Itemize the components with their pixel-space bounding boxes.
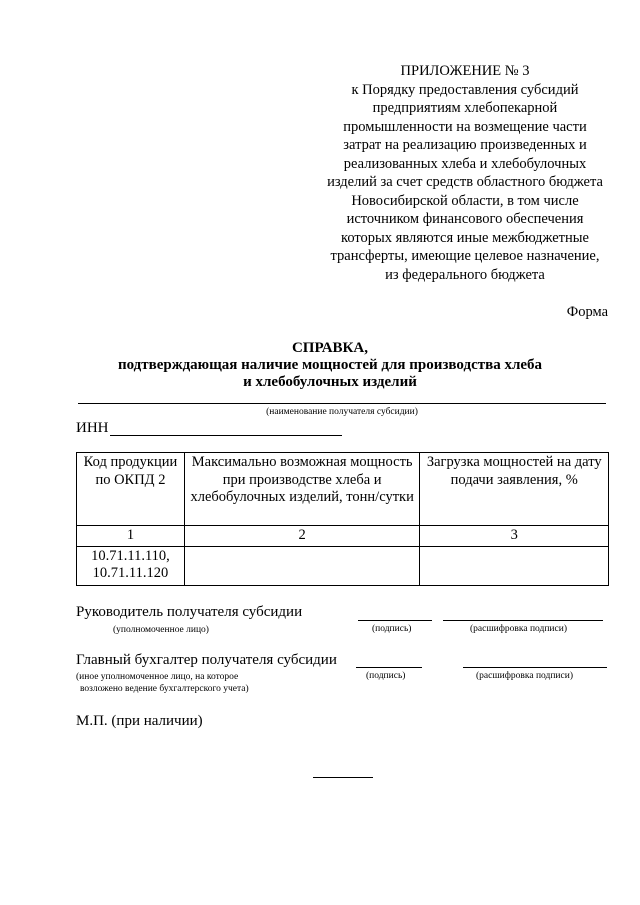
- accountant-signature-caption: (подпись): [366, 671, 406, 681]
- table-number-row: [77, 526, 609, 547]
- capacity-table: [76, 452, 609, 586]
- header-code: Код продукции по ОКПД 2: [77, 453, 185, 526]
- appendix-line: затрат на реализацию произведенных и: [343, 137, 587, 153]
- recipient-caption: (наименование получателя субсидии): [266, 407, 418, 417]
- head-decoding-line[interactable]: [443, 620, 603, 621]
- col-number: 1: [77, 526, 185, 547]
- accountant-decoding-caption: (расшифровка подписи): [476, 671, 573, 681]
- head-label: Руководитель получателя субсидии: [76, 604, 303, 620]
- appendix-line: предприятиям хлебопекарной: [372, 100, 558, 116]
- doc-title: СПРАВКА,: [291, 340, 369, 356]
- doc-subtitle-line2: и хлебобулочных изделий: [243, 374, 417, 390]
- appendix-line: ПРИЛОЖЕНИЕ № 3: [400, 63, 530, 79]
- col-number: 2: [184, 526, 420, 547]
- head-sub-caption: (уполномоченное лицо): [113, 625, 209, 635]
- inn-label: ИНН: [76, 420, 109, 436]
- appendix-line: реализованных хлеба и хлебобулочных: [343, 155, 587, 172]
- appendix-line: Новосибирской области, в том числе: [351, 192, 579, 209]
- appendix-line: изделий за счет средств областного бюджета: [327, 174, 603, 190]
- cell-max-capacity[interactable]: [184, 546, 420, 585]
- head-signature-line[interactable]: [358, 620, 432, 621]
- recipient-name-line[interactable]: [78, 403, 606, 404]
- stamp-label: М.П. (при наличии): [76, 713, 203, 729]
- appendix-line: источником финансового обеспечения: [346, 211, 584, 227]
- header-max-capacity: Максимально возможная мощность при производстве хлеба и хлебобулочных изделий, тонн/сутки: [184, 453, 420, 526]
- cell-code: 10.71.11.110, 10.71.11.120: [77, 546, 185, 585]
- accountant-signature-line[interactable]: [356, 667, 422, 668]
- closing-divider: [313, 777, 373, 778]
- head-decoding-caption: (расшифровка подписи): [470, 624, 567, 634]
- appendix-header: [300, 62, 630, 284]
- appendix-line: которых являются иные межбюджетные: [341, 229, 589, 246]
- accountant-decoding-line[interactable]: [463, 667, 607, 668]
- header-load: Загрузка мощностей на дату подачи заявления, %: [420, 453, 609, 526]
- head-signature-caption: (подпись): [372, 624, 412, 634]
- doc-subtitle-line1: подтверждающая наличие мощностей для производства хлеба: [117, 357, 543, 373]
- table-header-row: [77, 453, 609, 526]
- appendix-line: из федерального бюджета: [385, 266, 545, 283]
- inn-field-line[interactable]: [110, 435, 342, 436]
- table-row: [77, 546, 609, 585]
- accountant-label: Главный бухгалтер получателя субсидии: [76, 652, 337, 668]
- accountant-sub-caption-1: (иное уполномоченное лицо, на которое: [76, 672, 239, 682]
- col-number: 3: [420, 526, 609, 547]
- appendix-line: трансферты, имеющие целевое назначение,: [330, 248, 600, 264]
- form-label: Форма: [566, 304, 608, 320]
- appendix-line: промышленности на возмещение части: [343, 118, 587, 135]
- appendix-line: к Порядку предоставления субсидий: [351, 81, 579, 98]
- accountant-sub-caption-2: возложено ведение бухгалтерского учета): [80, 684, 249, 694]
- cell-load[interactable]: [420, 546, 609, 585]
